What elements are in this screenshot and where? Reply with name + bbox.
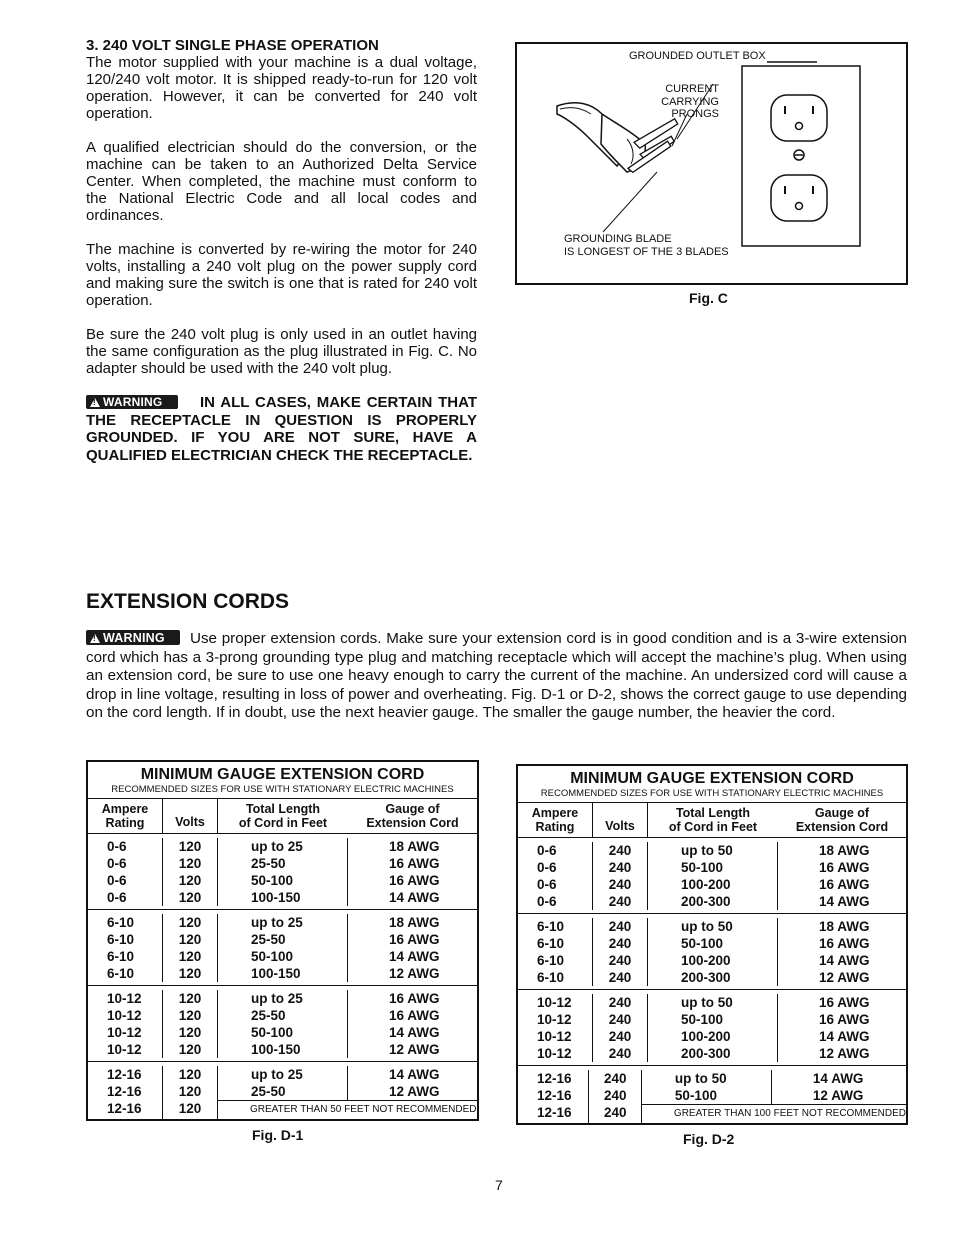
table-body [88, 834, 477, 1119]
table-cell: 14 AWG [819, 1029, 870, 1044]
amps-column [88, 914, 163, 982]
fig-d1-caption: Fig. D-1 [252, 1127, 304, 1143]
fig-c-diagram [515, 42, 908, 285]
table-cell: 120 [178, 966, 202, 981]
table-cell: 120 [178, 932, 202, 947]
amps-column [88, 1066, 163, 1119]
gauge-column [778, 918, 906, 986]
warning-badge: !WARNING [86, 630, 180, 645]
table-cell: 240 [608, 843, 632, 858]
table-row-group [88, 986, 477, 1062]
table-row-group [518, 990, 906, 1066]
table-cell: 240 [608, 953, 632, 968]
table-cell: 12 AWG [389, 1042, 440, 1057]
table-cell: 0-6 [107, 856, 127, 871]
table-subtitle: RECOMMENDED SIZES FOR USE WITH STATIONARY ELECTRIC MACHINES [88, 784, 477, 799]
length-column [648, 842, 778, 910]
length-column [648, 918, 778, 986]
table-cell: up to 25 [251, 1067, 303, 1082]
table-cell: 12-16 [537, 1088, 572, 1103]
amps-column [518, 994, 593, 1062]
table-cell: 16 AWG [819, 1012, 870, 1027]
volts-column [163, 1066, 218, 1119]
table-row-group [518, 838, 906, 914]
table-row-group [518, 914, 906, 990]
table-cell: up to 50 [681, 843, 733, 858]
paragraph-1: The motor supplied with your machine is a dual voltage, 120/240 volt motor. It is shipped ready-to-run for 120 volt operation. However, it can be converted for 240 volt operation. [86, 54, 477, 122]
header-ampere-rating: Ampere Rating [88, 799, 163, 833]
table-cell: 16 AWG [389, 991, 440, 1006]
table-cell: 16 AWG [819, 936, 870, 951]
table-cell: 240 [608, 877, 632, 892]
table-cell: up to 25 [251, 991, 303, 1006]
left-column [86, 37, 477, 464]
table-cell: 50-100 [681, 860, 724, 875]
table-cell: 120 [178, 1008, 202, 1023]
table-cell: 10-12 [537, 1029, 572, 1044]
amps-column [88, 838, 163, 906]
table-cell: 12-16 [107, 1101, 142, 1116]
volts-column [163, 838, 218, 906]
extension-cords-paragraph [86, 630, 907, 723]
table-cell: 50-100 [251, 1025, 294, 1040]
table-note: GREATER THAN 50 FEET NOT RECOMMENDED [218, 1100, 477, 1119]
header-ampere-rating: Ampere Rating [518, 803, 593, 837]
table-cell: up to 25 [251, 915, 303, 930]
table-cell: 100-150 [251, 966, 301, 981]
table-cell: 6-10 [537, 936, 565, 951]
extension-cords-heading: EXTENSION CORDS [86, 590, 290, 613]
table-cell: 12 AWG [389, 1084, 440, 1099]
table-cell: 240 [608, 1012, 632, 1027]
table-cell: 0-6 [107, 839, 127, 854]
table-cell: 50-100 [681, 1012, 724, 1027]
table-cell: 240 [608, 919, 632, 934]
table-subtitle: RECOMMENDED SIZES FOR USE WITH STATIONARY ELECTRIC MACHINES [518, 788, 906, 803]
label-current-prongs: CURRENT CARRYING PRONGS [661, 83, 719, 120]
fig-d2-caption: Fig. D-2 [683, 1131, 735, 1147]
table-cell: 10-12 [107, 1008, 142, 1023]
label-grounding-blade: GROUNDING BLADE IS LONGEST OF THE 3 BLADES [564, 233, 729, 258]
table-cell: 16 AWG [389, 1008, 440, 1023]
volts-column [163, 990, 218, 1058]
warning-triangle-icon [90, 634, 100, 643]
table-cell: 0-6 [537, 877, 557, 892]
table-cell: 25-50 [251, 856, 286, 871]
table-row-group [88, 834, 477, 910]
table-title: MINIMUM GAUGE EXTENSION CORD [570, 770, 854, 787]
table-cell: 14 AWG [389, 1067, 440, 1082]
table-cell: 0-6 [537, 843, 557, 858]
table-cell: up to 50 [674, 1071, 727, 1086]
table-cell: 18 AWG [819, 843, 870, 858]
table-cell: 200-300 [681, 970, 731, 985]
table-cell: 16 AWG [389, 873, 440, 888]
table-cell: 10-12 [107, 1042, 142, 1057]
length-column [648, 994, 778, 1062]
length-column [218, 990, 348, 1058]
table-body [518, 838, 906, 1123]
table-cell: 50-100 [674, 1088, 717, 1103]
volts-column [589, 1070, 641, 1123]
table-cell: 240 [608, 970, 632, 985]
table-cell: 12 AWG [819, 970, 870, 985]
table-cell: 25-50 [251, 932, 286, 947]
table-title: MINIMUM GAUGE EXTENSION CORD [140, 766, 425, 783]
volts-column [163, 914, 218, 982]
volts-column [593, 994, 648, 1062]
extension-cords-text: Use proper extension cords. Make sure your extension cord is in good condition and is a 3-wire extension cord which has a 3-prong grounding type plug and matching receptacle which will accept the machine’s plug. When using an extension cord, be sure to use one heavy enough to carry the current of the machine. An undersized cord will cause a drop in line voltage, resulting in loss of power and overheating. Fig. D-1 or D-2, shows the correct gauge to use depending on the cord length. If in doubt, use the next heavier gauge. The smaller the gauge number, the heavier the cord. [86, 630, 907, 722]
table-cell: 10-12 [107, 1025, 142, 1040]
table-cell: 240 [608, 1029, 632, 1044]
volts-column [593, 918, 648, 986]
table-cell: 100-200 [681, 877, 731, 892]
gauge-column [772, 1070, 906, 1104]
header-total-length: Total Length of Cord in Feet [668, 806, 758, 834]
table-cell: 240 [608, 860, 632, 875]
table-cell: 6-10 [537, 970, 565, 985]
amps-column [518, 918, 593, 986]
table-cell: 18 AWG [389, 915, 440, 930]
table-cell: 16 AWG [819, 877, 870, 892]
table-cell: 6-10 [537, 919, 565, 934]
table-cell: 6-10 [107, 966, 135, 981]
table-cell: 16 AWG [819, 995, 870, 1010]
table-cell: 120 [178, 1101, 202, 1116]
table-cell: 25-50 [251, 1008, 286, 1023]
table-cell: 16 AWG [389, 932, 440, 947]
header-gauge: Gauge of Extension Cord [366, 802, 459, 830]
table-cell: 120 [178, 856, 202, 871]
table-cell: 12 AWG [819, 1046, 870, 1061]
table-cell: 240 [608, 936, 632, 951]
table-d1 [86, 760, 479, 1121]
table-cell: 6-10 [107, 915, 135, 930]
table-cell: 14 AWG [812, 1071, 864, 1086]
table-row-group [88, 910, 477, 986]
table-cell: 100-200 [681, 953, 731, 968]
table-note: GREATER THAN 100 FEET NOT RECOMMENDED [642, 1104, 906, 1123]
table-cell: up to 50 [681, 919, 733, 934]
table-cell: 200-300 [681, 894, 731, 909]
table-cell: 120 [178, 1084, 202, 1099]
gauge-column [348, 990, 477, 1058]
table-cell: 16 AWG [819, 860, 870, 875]
label-grounded-outlet-box: GROUNDED OUTLET BOX [629, 50, 766, 62]
table-cell: 50-100 [681, 936, 724, 951]
paragraph-4: Be sure the 240 volt plug is only used in an outlet having the same configuration as the plug illustrated in Fig. C. No adapter should be used with the 240 volt plug. [86, 326, 477, 377]
table-cell: 12-16 [537, 1105, 572, 1120]
table-cell: 14 AWG [819, 953, 870, 968]
table-cell: 120 [178, 915, 202, 930]
header-gauge: Gauge of Extension Cord [795, 806, 889, 834]
table-cell: 100-150 [251, 1042, 301, 1057]
table-cell: 240 [608, 995, 632, 1010]
table-header [518, 803, 906, 838]
table-cell: 10-12 [537, 1046, 572, 1061]
header-total-length: Total Length of Cord in Feet [238, 802, 328, 830]
length-column [218, 838, 348, 906]
fig-c-caption: Fig. C [689, 290, 728, 306]
table-cell: 240 [603, 1105, 627, 1120]
table-cell: 18 AWG [819, 919, 870, 934]
page-number: 7 [495, 1177, 503, 1193]
header-volts: Volts [593, 803, 648, 837]
table-cell: 10-12 [537, 995, 572, 1010]
header-volts: Volts [163, 799, 218, 833]
table-cell: 120 [178, 839, 202, 854]
amps-column [88, 990, 163, 1058]
table-cell: 240 [603, 1088, 627, 1103]
paragraph-2: A qualified electrician should do the conversion, or the machine can be taken to an Authorized Delta Service Center. When completed, the machine must conform to the National Electric Code and all local codes and ordinances. [86, 139, 477, 224]
volts-column [593, 842, 648, 910]
section-title: 3. 240 VOLT SINGLE PHASE OPERATION [86, 37, 379, 54]
table-cell: 200-300 [681, 1046, 731, 1061]
table-cell: 50-100 [251, 873, 294, 888]
table-cell: 14 AWG [389, 1025, 440, 1040]
warning-badge: !WARNING [86, 395, 178, 409]
table-cell: 240 [608, 894, 632, 909]
amps-column [518, 842, 593, 910]
table-cell: 10-12 [537, 1012, 572, 1027]
table-cell: 14 AWG [389, 949, 440, 964]
table-cell: 25-50 [251, 1084, 286, 1099]
warning-paragraph [86, 394, 477, 464]
table-cell: 240 [608, 1046, 632, 1061]
table-cell: up to 25 [251, 839, 303, 854]
table-cell: 6-10 [107, 932, 135, 947]
table-cell: up to 50 [681, 995, 733, 1010]
table-row-group [518, 1066, 906, 1123]
table-cell: 120 [178, 1042, 202, 1057]
table-cell: 12-16 [537, 1071, 572, 1086]
warning-text: IN ALL CASES, MAKE CERTAIN THAT THE RECEPTACLE IN QUESTION IS PROPERLY GROUNDED. IF YOU ARE NOT SURE, HAVE A QUALIFIED ELECTRICIAN CHECK THE RECEPTACLE. [86, 394, 477, 464]
table-cell: 12 AWG [389, 966, 440, 981]
gauge-column [348, 1066, 477, 1100]
table-cell: 0-6 [537, 894, 557, 909]
table-cell: 18 AWG [389, 839, 440, 854]
table-cell: 14 AWG [389, 890, 440, 905]
table-cell: 50-100 [251, 949, 294, 964]
gauge-column [778, 994, 906, 1062]
table-header [88, 799, 477, 834]
table-cell: 0-6 [107, 873, 127, 888]
table-cell: 0-6 [537, 860, 557, 875]
amps-column [518, 1070, 589, 1123]
table-cell: 100-200 [681, 1029, 731, 1044]
length-column [642, 1070, 772, 1104]
table-d2 [516, 764, 908, 1125]
length-column [218, 914, 348, 982]
section-body [86, 37, 477, 122]
table-cell: 16 AWG [389, 856, 440, 871]
paragraph-3: The machine is converted by re-wiring the motor for 240 volts, installing a 240 volt plug on the power supply cord and making sure the switch is one that is rated for 240 volt operation. [86, 241, 477, 309]
table-cell: 12-16 [107, 1084, 142, 1099]
table-cell: 10-12 [107, 991, 142, 1006]
table-cell: 120 [178, 949, 202, 964]
gauge-column [778, 842, 906, 910]
table-cell: 120 [178, 890, 202, 905]
table-cell: 120 [178, 1025, 202, 1040]
table-cell: 12 AWG [812, 1088, 864, 1103]
table-cell: 120 [178, 873, 202, 888]
gauge-column [348, 914, 477, 982]
length-column [218, 1066, 348, 1100]
table-cell: 120 [178, 991, 202, 1006]
table-cell: 6-10 [537, 953, 565, 968]
table-cell: 100-150 [251, 890, 301, 905]
table-cell: 0-6 [107, 890, 127, 905]
table-cell: 12-16 [107, 1067, 142, 1082]
gauge-column [348, 838, 477, 906]
table-cell: 120 [178, 1067, 202, 1082]
table-row-group [88, 1062, 477, 1119]
warning-triangle-icon [90, 398, 100, 407]
table-cell: 240 [603, 1071, 627, 1086]
table-cell: 6-10 [107, 949, 135, 964]
table-cell: 14 AWG [819, 894, 870, 909]
